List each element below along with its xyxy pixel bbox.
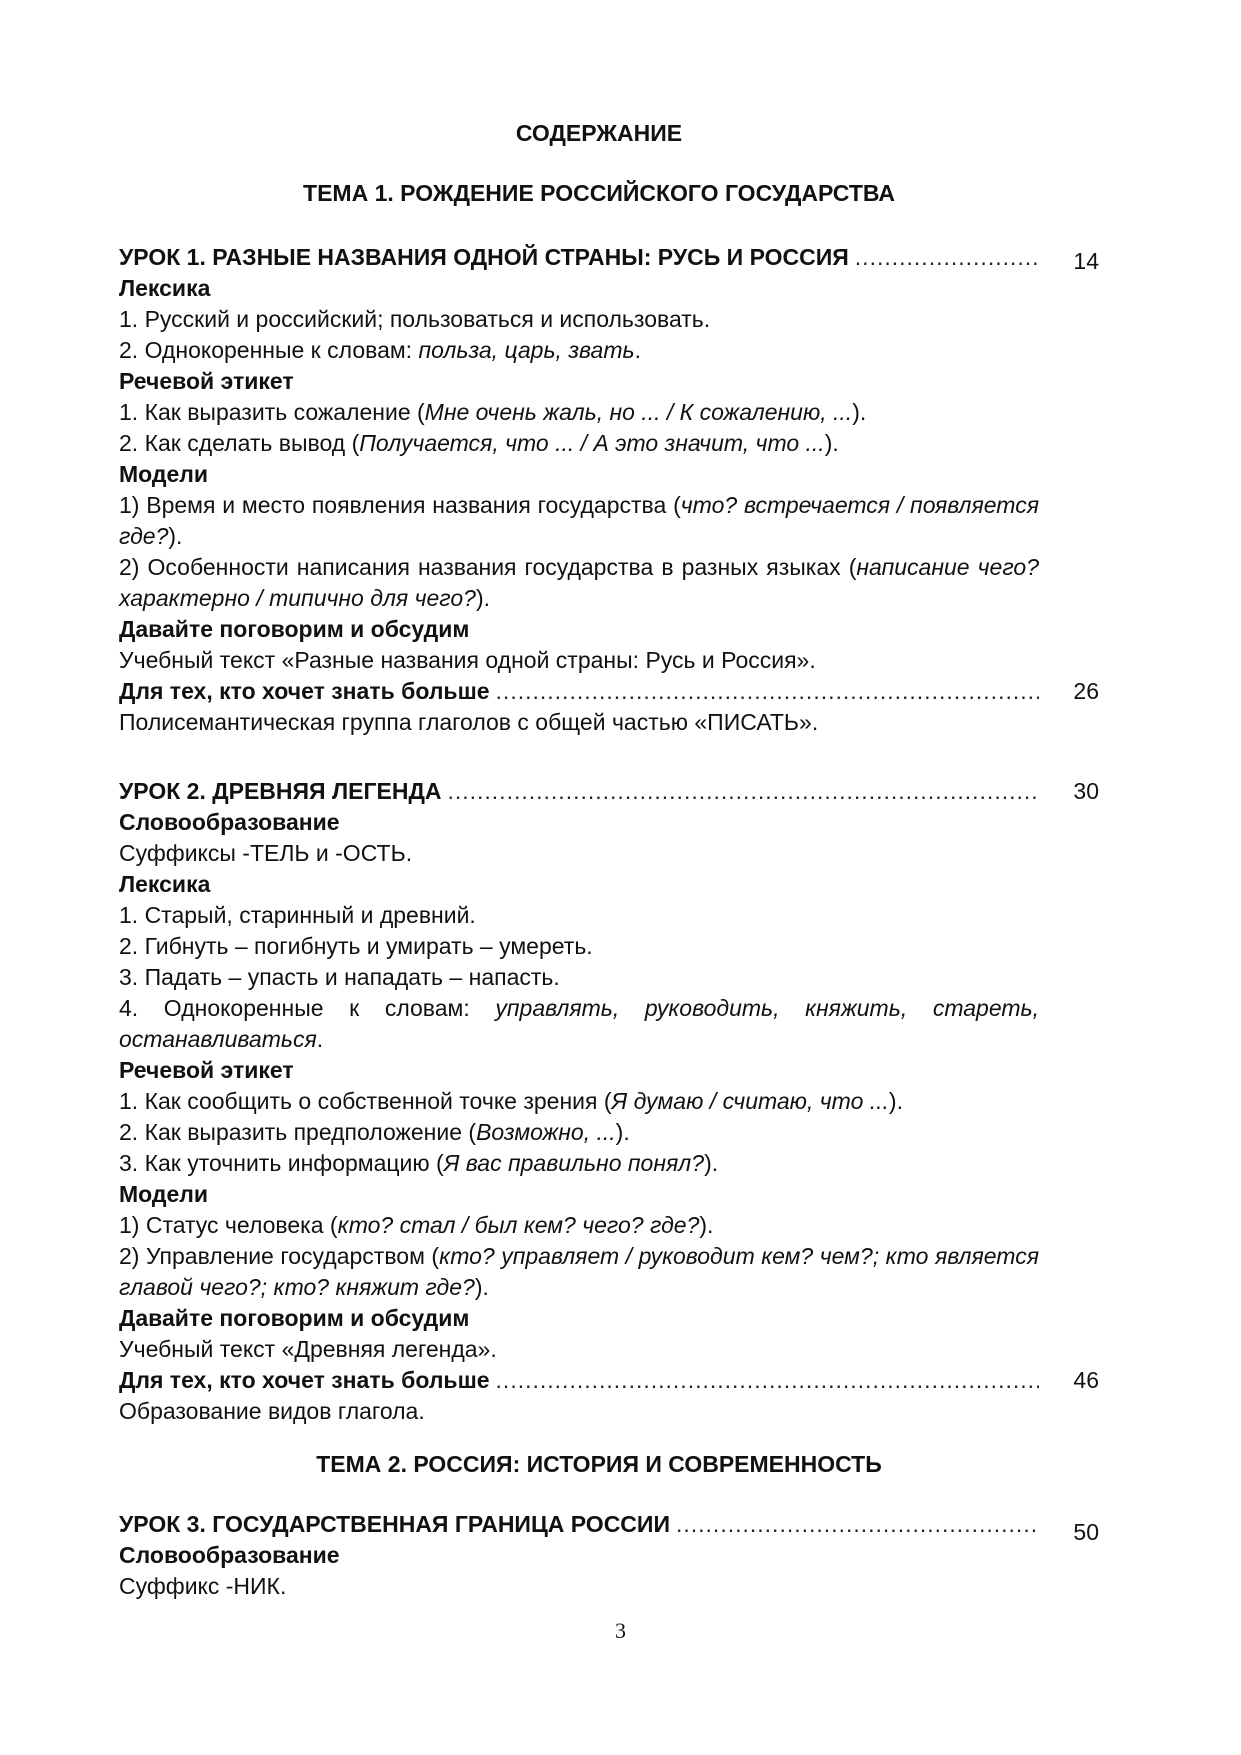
contents-title: СОДЕРЖАНИЕ <box>515 120 683 146</box>
lesson-2-discuss-heading: Давайте поговорим и обсудим <box>119 1305 470 1331</box>
lesson-2-more-heading: Для тех, кто хочет знать больше <box>119 1367 490 1393</box>
lesson-3-word-text: Суффикс -НИК. <box>119 1573 287 1599</box>
lesson-2-etiket-heading: Речевой этикет <box>119 1057 294 1083</box>
lesson-1-more-heading: Для тех, кто хочет знать больше <box>119 678 490 704</box>
lesson-3-word-heading: Словообразование <box>119 1542 340 1568</box>
theme-2-heading: ТЕМА 2. РОССИЯ: ИСТОРИЯ И СОВРЕМЕННОСТЬ <box>316 1451 882 1477</box>
dot-leader <box>855 242 1039 273</box>
lesson-2-more-page-number: 46 <box>1073 1367 1099 1393</box>
lesson-2-lexika-heading: Лексика <box>119 871 211 897</box>
lesson-1-page-number: 14 <box>1073 248 1099 274</box>
lesson-2-word-heading: Словообразование <box>119 809 340 835</box>
lesson-2-word-text: Суффиксы -ТЕЛЬ и -ОСТЬ. <box>119 840 413 866</box>
lesson-1-models-heading: Модели <box>119 461 209 487</box>
lesson-1-lexika-heading: Лексика <box>119 275 211 301</box>
lesson-1-more-page-number: 26 <box>1073 678 1099 704</box>
theme-1-heading: ТЕМА 1. РОЖДЕНИЕ РОССИЙСКОГО ГОСУДАРСТВА <box>303 180 895 206</box>
lesson-1-model-item: 2) Особенности написания названия государства в разных языках (написание чего? характерно / типично для чего?). <box>119 554 1039 611</box>
lesson-2-model-item: 2) Управление государством (кто? управляет / руководит кем? чем?; кто является главой чего?; кто? княжит где?). <box>119 1243 1039 1300</box>
lesson-2-title-row[interactable] <box>119 776 1039 807</box>
lesson-1-etiket-heading: Речевой этикет <box>119 368 294 394</box>
lesson-1 <box>119 242 1099 738</box>
dot-leader <box>676 1509 1039 1540</box>
lesson-2-lexika-item: 3. Падать – упасть и нападать – напасть. <box>119 964 560 990</box>
lesson-2-title: УРОК 2. ДРЕВНЯЯ ЛЕГЕНДА <box>119 778 442 804</box>
lesson-1-more-text: Полисемантическая группа глаголов с общей частью «ПИСАТЬ». <box>119 709 819 735</box>
lesson-3-page-number: 50 <box>1073 1519 1099 1545</box>
lesson-2-etiket-item: 2. Как выразить предположение (Возможно, ...). <box>119 1119 630 1145</box>
lesson-3 <box>119 1509 1099 1602</box>
lesson-1-discuss-heading: Давайте поговорим и обсудим <box>119 616 470 642</box>
lesson-1-title-row[interactable] <box>119 242 1039 273</box>
lesson-2-etiket-item: 3. Как уточнить информацию (Я вас правильно понял?). <box>119 1150 719 1176</box>
lesson-1-etiket-item: 2. Как сделать вывод (Получается, что ... / А это значит, что ...). <box>119 430 839 456</box>
lesson-2-lexika-item: 2. Гибнуть – погибнуть и умирать – умереть. <box>119 933 593 959</box>
lesson-2-more-row[interactable] <box>119 1365 1039 1396</box>
lesson-2-discuss-text: Учебный текст «Древняя легенда». <box>119 1336 497 1362</box>
lesson-2-models-heading: Модели <box>119 1181 209 1207</box>
lesson-1-lexika-item: 2. Однокоренные к словам: польза, царь, звать. <box>119 337 641 363</box>
lesson-1-lexika-item: 1. Русский и российский; пользоваться и использовать. <box>119 306 711 332</box>
lesson-1-more-row[interactable] <box>119 676 1039 707</box>
lesson-2-model-item: 1) Статус человека (кто? стал / был кем? чего? где?). <box>119 1212 714 1238</box>
lesson-3-title: УРОК 3. ГОСУДАРСТВЕННАЯ ГРАНИЦА РОССИИ <box>119 1511 670 1537</box>
lesson-1-discuss-text: Учебный текст «Разные названия одной страны: Русь и Россия». <box>119 647 816 673</box>
contents-page <box>119 100 1099 1602</box>
lesson-1-model-item: 1) Время и место появления названия государства (что? встречается / появляется где?). <box>119 492 1039 549</box>
lesson-2 <box>119 776 1099 1427</box>
lesson-1-title: УРОК 1. РАЗНЫЕ НАЗВАНИЯ ОДНОЙ СТРАНЫ: РУСЬ И РОССИЯ <box>119 244 849 270</box>
lesson-3-title-row[interactable] <box>119 1509 1039 1540</box>
page-number: 3 <box>615 1618 626 1643</box>
lesson-2-lexika-item: 4. Однокоренные к словам: управлять, руководить, княжить, стареть, останавливаться. <box>119 995 1039 1052</box>
lesson-2-lexika-item: 1. Старый, старинный и древний. <box>119 902 476 928</box>
dot-leader <box>496 676 1039 707</box>
lesson-2-etiket-item: 1. Как сообщить о собственной точке зрения (Я думаю / считаю, что ...). <box>119 1088 903 1114</box>
dot-leader <box>496 1365 1039 1396</box>
lesson-1-etiket-item: 1. Как выразить сожаление (Мне очень жаль, но ... / К сожалению, ...). <box>119 399 867 425</box>
dot-leader <box>447 776 1039 807</box>
lesson-2-more-text: Образование видов глагола. <box>119 1398 425 1424</box>
lesson-2-page-number: 30 <box>1073 778 1099 804</box>
